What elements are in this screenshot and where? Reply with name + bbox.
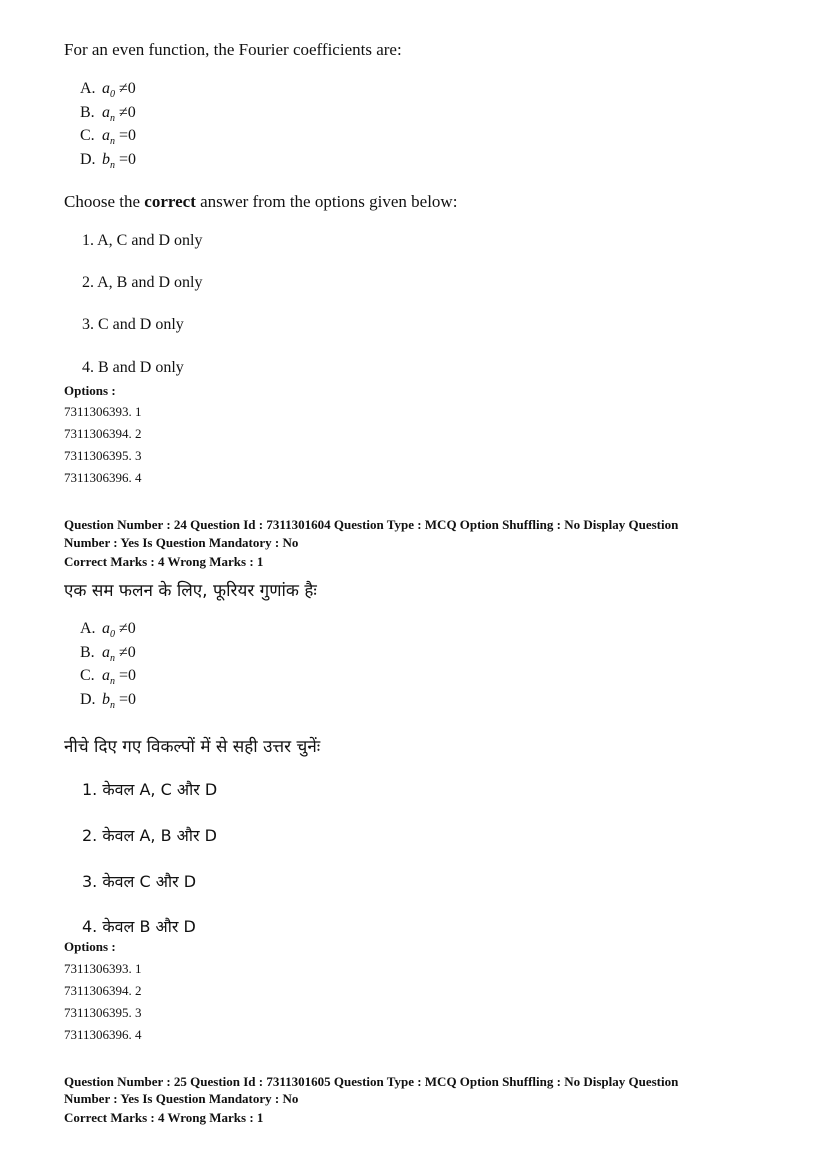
options-label: Options :: [64, 383, 116, 398]
answer-choice-3-hindi: 3. केवल C और D: [82, 872, 197, 891]
answer-choice-1: 1. A, C and D only: [82, 232, 203, 249]
answer-choice-1-hindi: 1. केवल A, C और D: [82, 780, 218, 799]
option-id-4: 7311306396. 4: [64, 470, 142, 485]
option-id-1-b: 7311306393. 1: [64, 961, 142, 976]
answer-choice-2: 2. A, B and D only: [82, 274, 203, 291]
statement-a: A. $a_0 \ne 0$: [80, 80, 136, 101]
question-marks-q25: Correct Marks : 4 Wrong Marks : 1: [64, 1110, 264, 1125]
question-meta-line1: Question Number : 24 Question Id : 7311301604 Question Type : MCQ Option Shuffling : No Display Question: [64, 517, 679, 532]
question-marks: Correct Marks : 4 Wrong Marks : 1: [64, 554, 264, 569]
answer-choice-4-hindi: 4. केवल B और D: [82, 917, 196, 936]
option-id-2-b: 7311306394. 2: [64, 983, 142, 998]
answer-choice-2-hindi: 2. केवल A, B और D: [82, 826, 217, 845]
question-meta-line2: Number : Yes Is Question Mandatory : No: [64, 535, 299, 550]
statement-a-hindi: A. $a_0 \ne 0$: [80, 620, 136, 641]
question-meta-line1-q25: Question Number : 25 Question Id : 7311301605 Question Type : MCQ Option Shuffling : No Display Question: [64, 1074, 679, 1089]
statement-d-hindi: D. $b_n =0$: [80, 691, 137, 712]
instruction-text-hindi: नीचे दिए गए विकल्पों में से सही उत्तर चुनेंः: [64, 737, 321, 757]
options-label-2: Options :: [64, 939, 116, 954]
option-id-4-b: 7311306396. 4: [64, 1027, 142, 1042]
option-id-1: 7311306393. 1: [64, 404, 142, 419]
option-id-2: 7311306394. 2: [64, 426, 142, 441]
option-id-3-b: 7311306395. 3: [64, 1005, 142, 1020]
statement-b-hindi: B. $a_n \ne 0$: [80, 644, 136, 665]
statement-c-hindi: C. $a_n =0$: [80, 667, 137, 688]
statement-c: C. $a_n =0$: [80, 127, 137, 148]
answer-choice-4: 4. B and D only: [82, 359, 184, 376]
instruction-text: Choose the correct answer from the options given below:: [64, 192, 458, 211]
answer-choice-3: 3. C and D only: [82, 316, 184, 333]
statement-b: B. $a_n \ne 0$: [80, 104, 136, 125]
option-id-3: 7311306395. 3: [64, 448, 142, 463]
question-text-hindi: एक सम फलन के लिए, फूरियर गुणांक हैः: [64, 581, 317, 601]
statement-d: D. $b_n =0$: [80, 151, 137, 172]
question-text: For an even function, the Fourier coefficients are:: [64, 40, 402, 59]
question-meta-line2-q25: Number : Yes Is Question Mandatory : No: [64, 1091, 299, 1106]
